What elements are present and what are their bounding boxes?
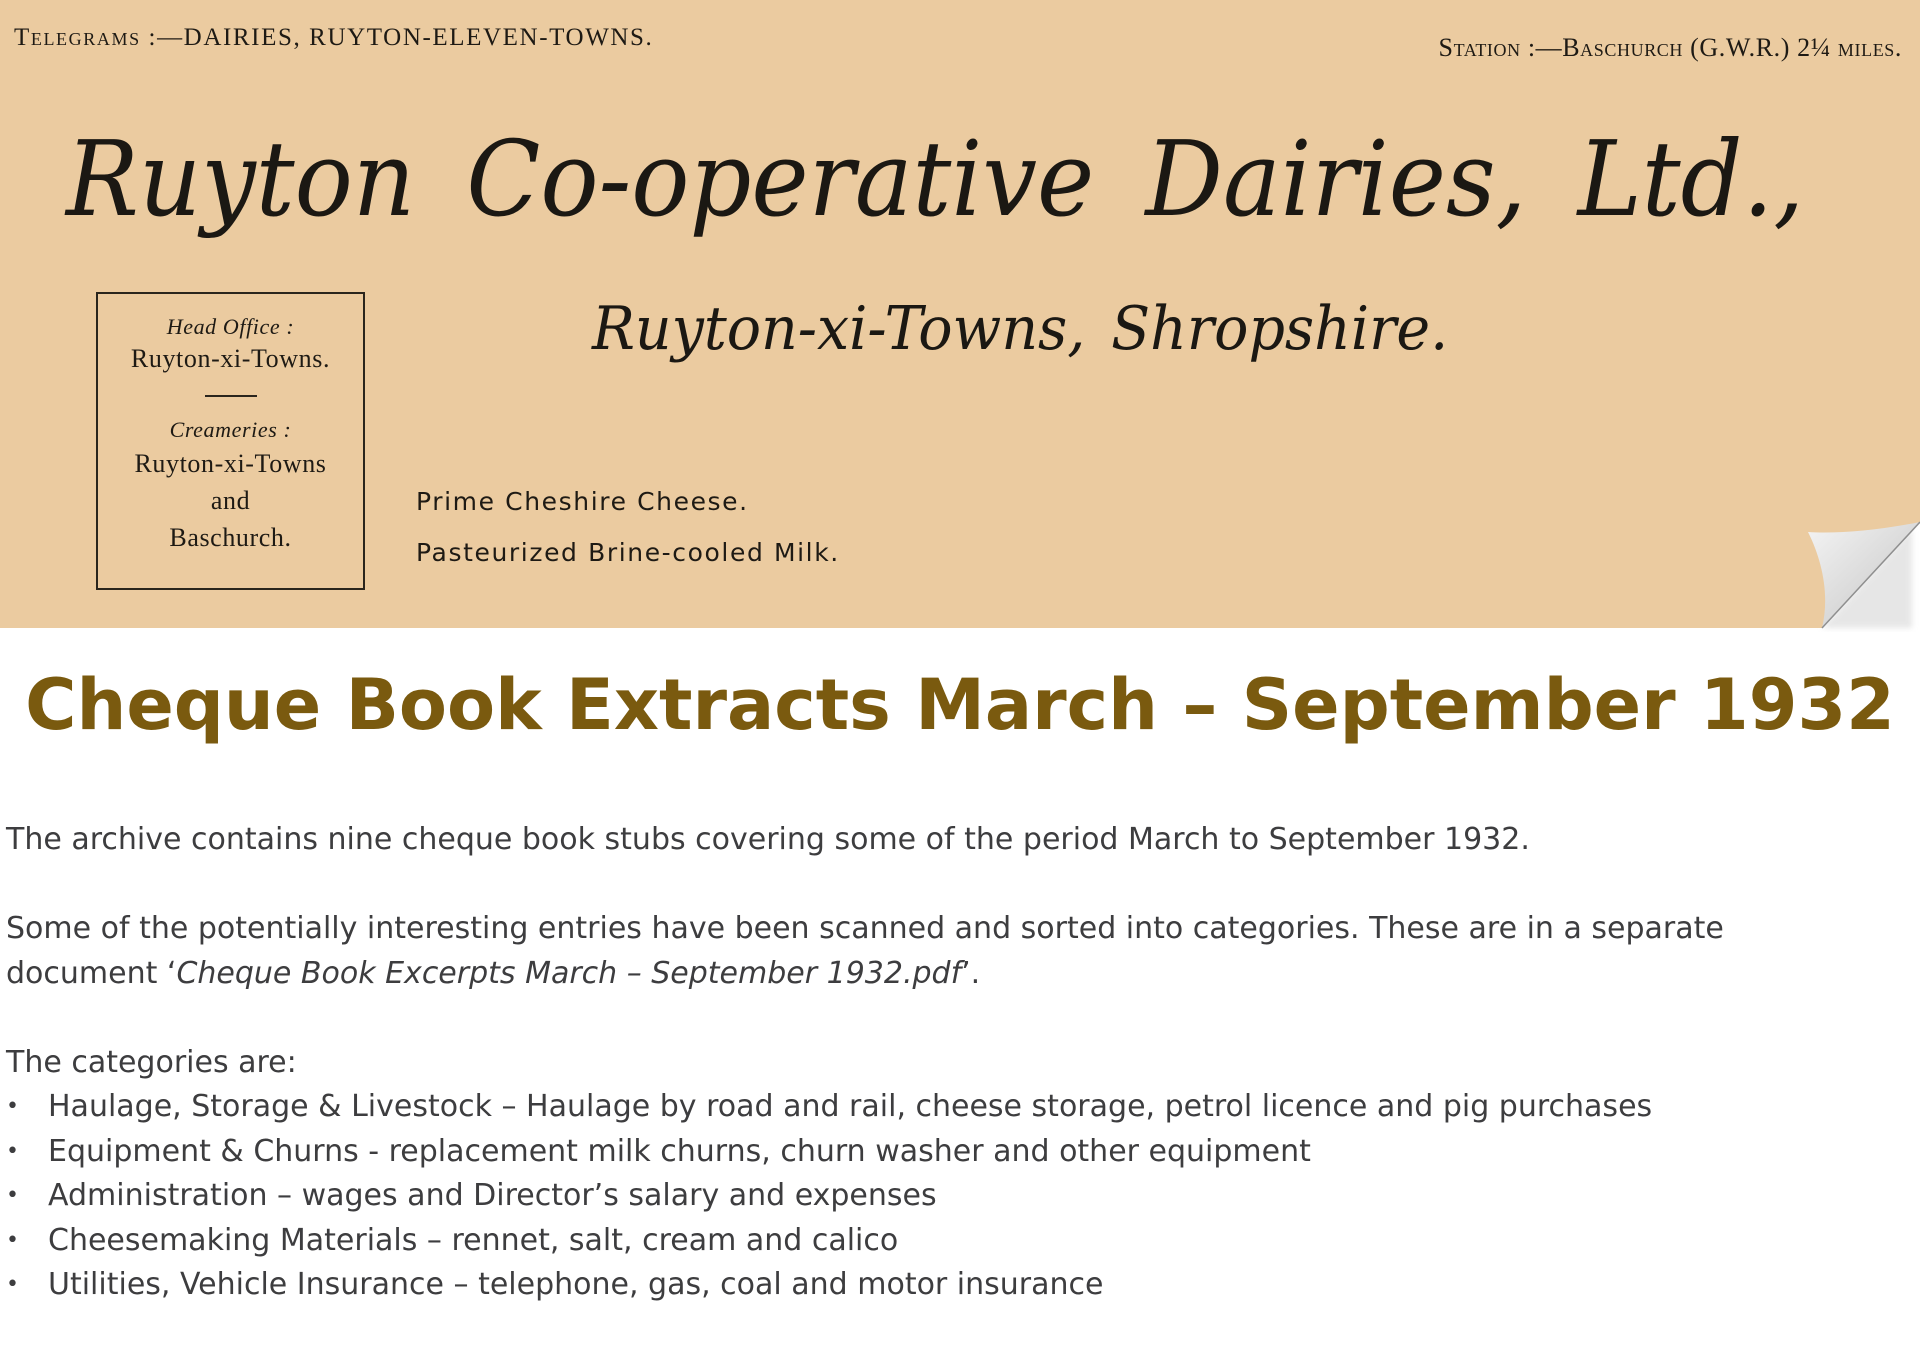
head-office-label: Head Office : bbox=[166, 314, 295, 339]
doc-ref-prefix: document ‘ bbox=[6, 955, 177, 991]
bullet-icon: • bbox=[6, 1138, 19, 1164]
creameries-label: Creameries : bbox=[169, 417, 292, 442]
categories-list bbox=[6, 1085, 1906, 1308]
doc-ref-suffix: ’. bbox=[961, 955, 981, 991]
list-item bbox=[6, 1130, 1906, 1175]
office-box bbox=[96, 292, 365, 590]
creameries-line-3: Baschurch. bbox=[169, 523, 292, 552]
company-town: Ruyton-xi-Towns, Shropshire. bbox=[592, 294, 1449, 364]
category-text: Cheesemaking Materials – rennet, salt, cream and calico bbox=[48, 1222, 899, 1258]
categories-intro: The categories are: bbox=[6, 1044, 297, 1080]
products-block bbox=[416, 476, 840, 578]
product-milk: Pasteurized Brine-cooled Milk. bbox=[416, 538, 840, 567]
bullet-icon: • bbox=[6, 1183, 19, 1208]
bullet-icon: • bbox=[6, 1227, 19, 1253]
list-item bbox=[6, 1085, 1906, 1130]
category-text: Administration – wages and Director’s salary and expenses bbox=[48, 1178, 937, 1213]
paragraph-gap bbox=[6, 996, 1906, 1041]
product-cheese: Prime Cheshire Cheese. bbox=[416, 487, 749, 516]
list-item bbox=[6, 1174, 1906, 1219]
list-item bbox=[6, 1219, 1906, 1264]
page-title: Cheque Book Extracts March – September 1932 bbox=[25, 664, 1895, 746]
category-text: Utilities, Vehicle Insurance – telephone, gas, coal and motor insurance bbox=[48, 1267, 1104, 1302]
paragraph-gap bbox=[6, 863, 1906, 908]
company-name: Ruyton Co-operative Dairies, Ltd., bbox=[66, 118, 1805, 240]
category-text: Haulage, Storage & Livestock – Haulage by road and rail, cheese storage, petrol licence and pig purchases bbox=[48, 1089, 1653, 1124]
office-box-divider bbox=[205, 395, 257, 397]
creameries-line-2: and bbox=[210, 486, 251, 515]
intro-paragraph: The archive contains nine cheque book stubs covering some of the period March to September 1932. bbox=[6, 822, 1530, 857]
telegrams-line: Telegrams :—DAIRIES, RUYTON-ELEVEN-TOWNS. bbox=[14, 24, 654, 51]
categories-paragraph-line-1: Some of the potentially interesting entries have been scanned and sorted into categories. These are in a separate bbox=[6, 911, 1724, 946]
bullet-icon: • bbox=[6, 1094, 19, 1119]
doc-ref-filename: Cheque Book Excerpts March – September 1932.pdf bbox=[176, 955, 962, 991]
list-item bbox=[6, 1263, 1906, 1308]
letterhead-banner bbox=[0, 0, 1920, 632]
bullet-icon: • bbox=[6, 1272, 19, 1297]
category-text: Equipment & Churns - replacement milk churns, churn washer and other equipment bbox=[48, 1133, 1311, 1169]
categories-paragraph-line-2 bbox=[6, 952, 1906, 997]
station-line: Station :—Baschurch (G.W.R.) 2¼ miles. bbox=[1438, 33, 1902, 62]
document-body bbox=[6, 818, 1906, 1308]
creameries-line-1: Ruyton-xi-Towns bbox=[134, 449, 327, 478]
head-office-value: Ruyton-xi-Towns. bbox=[130, 344, 331, 373]
